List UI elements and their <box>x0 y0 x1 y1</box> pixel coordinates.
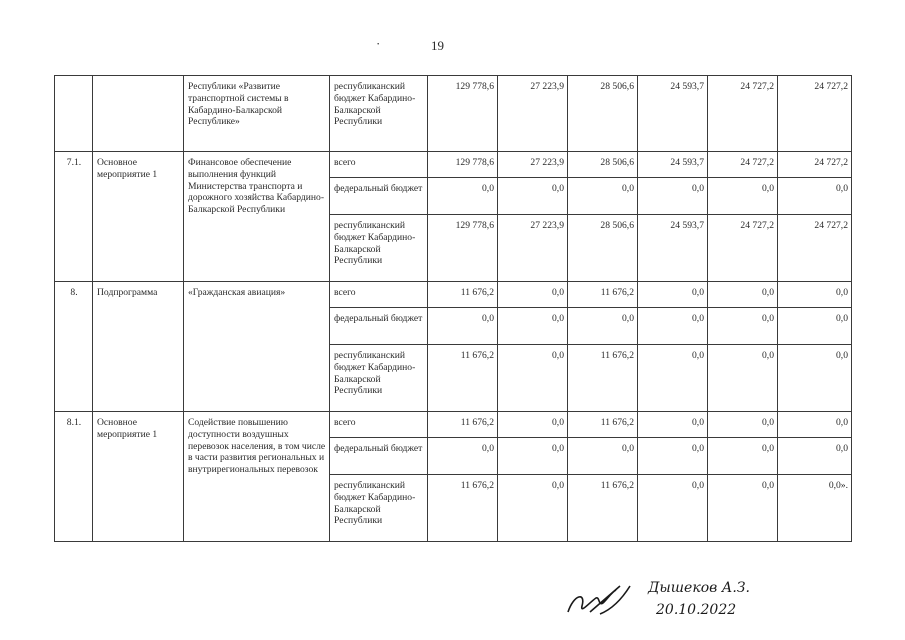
amount-cell: 0,0 <box>498 438 568 475</box>
amount-cell: 0,0 <box>498 475 568 542</box>
funding-source: федеральный бюджет <box>330 438 428 475</box>
amount-cell: 0,0 <box>428 308 498 345</box>
amount-cell: 24 727,2 <box>778 215 852 282</box>
funding-source: республиканский бюджет Кабардино-Балкарской Республики <box>330 76 428 152</box>
table-row <box>55 76 852 152</box>
amount-cell: 0,0 <box>428 178 498 215</box>
budget-table <box>54 75 852 542</box>
amount-cell: 129 778,6 <box>428 215 498 282</box>
amount-cell: 129 778,6 <box>428 152 498 178</box>
amount-cell: 0,0 <box>708 178 778 215</box>
amount-cell: 11 676,2 <box>568 475 638 542</box>
table-body <box>55 76 852 542</box>
amount-cell: 0,0 <box>778 308 852 345</box>
funding-source: федеральный бюджет <box>330 308 428 345</box>
funding-source: всего <box>330 152 428 178</box>
amount-cell: 28 506,6 <box>568 215 638 282</box>
table-row <box>55 282 852 308</box>
funding-source: республиканский бюджет Кабардино-Балкарской Республики <box>330 475 428 542</box>
row-code <box>55 76 93 152</box>
amount-cell: 0,0 <box>428 438 498 475</box>
amount-cell: 0,0 <box>778 282 852 308</box>
amount-cell: 24 593,7 <box>638 152 708 178</box>
amount-cell: 0,0 <box>568 308 638 345</box>
signature <box>560 572 800 624</box>
amount-cell: 11 676,2 <box>568 412 638 438</box>
amount-cell: 28 506,6 <box>568 152 638 178</box>
amount-cell: 11 676,2 <box>568 282 638 308</box>
amount-cell: 11 676,2 <box>428 282 498 308</box>
amount-cell: 24 727,2 <box>778 76 852 152</box>
amount-cell: 0,0 <box>638 178 708 215</box>
page-dot: · <box>376 36 381 51</box>
row-name: Финансовое обеспечение выполнения функций Министерства транспорта и дорожного хозяйства Кабардино-Балкарской Республики <box>184 152 330 282</box>
signature-name: Дышеков А.З. <box>648 580 750 596</box>
amount-cell: 0,0 <box>638 308 708 345</box>
amount-cell: 24 593,7 <box>638 215 708 282</box>
row-name: «Гражданская авиация» <box>184 282 330 412</box>
table-row <box>55 152 852 178</box>
amount-cell: 0,0 <box>498 308 568 345</box>
amount-cell: 0,0 <box>498 178 568 215</box>
row-status: Основное мероприятие 1 <box>93 412 184 542</box>
row-name: Республики «Развитие транспортной системы в Кабардино-Балкарской Республике» <box>184 76 330 152</box>
row-status: Основное мероприятие 1 <box>93 152 184 282</box>
amount-cell: 0,0 <box>638 412 708 438</box>
row-code: 8. <box>55 282 93 412</box>
amount-cell: 0,0 <box>778 438 852 475</box>
amount-cell: 11 676,2 <box>428 412 498 438</box>
amount-cell: 0,0 <box>708 345 778 412</box>
amount-cell: 0,0 <box>708 412 778 438</box>
funding-source: всего <box>330 282 428 308</box>
amount-cell: 0,0 <box>708 438 778 475</box>
amount-cell: 24 727,2 <box>778 152 852 178</box>
amount-cell: 0,0 <box>708 282 778 308</box>
amount-cell: 27 223,9 <box>498 76 568 152</box>
amount-cell: 0,0 <box>778 345 852 412</box>
amount-cell: 0,0 <box>568 178 638 215</box>
funding-source: республиканский бюджет Кабардино-Балкарской Республики <box>330 345 428 412</box>
amount-cell: 24 727,2 <box>708 215 778 282</box>
row-status: Подпрограмма <box>93 282 184 412</box>
table-row <box>55 412 852 438</box>
amount-cell: 0,0 <box>778 412 852 438</box>
amount-cell: 0,0 <box>778 178 852 215</box>
amount-cell: 27 223,9 <box>498 215 568 282</box>
signature-date: 20.10.2022 <box>656 602 737 618</box>
funding-source: всего <box>330 412 428 438</box>
amount-cell: 0,0 <box>638 282 708 308</box>
amount-cell: 24 593,7 <box>638 76 708 152</box>
amount-cell: 27 223,9 <box>498 152 568 178</box>
amount-cell: 129 778,6 <box>428 76 498 152</box>
amount-cell: 11 676,2 <box>428 475 498 542</box>
amount-cell: 11 676,2 <box>568 345 638 412</box>
amount-cell: 0,0». <box>778 475 852 542</box>
row-status <box>93 76 184 152</box>
amount-cell: 0,0 <box>568 438 638 475</box>
funding-source: федеральный бюджет <box>330 178 428 215</box>
amount-cell: 0,0 <box>498 345 568 412</box>
amount-cell: 11 676,2 <box>428 345 498 412</box>
amount-cell: 0,0 <box>638 345 708 412</box>
amount-cell: 0,0 <box>638 475 708 542</box>
row-name: Содействие повышению доступности воздушных перевозок населения, в том числе в части развития региональных и внутрирегиональных перевозок <box>184 412 330 542</box>
amount-cell: 24 727,2 <box>708 152 778 178</box>
amount-cell: 0,0 <box>498 412 568 438</box>
funding-source: республиканский бюджет Кабардино-Балкарской Республики <box>330 215 428 282</box>
amount-cell: 0,0 <box>708 308 778 345</box>
page-number: 19 <box>431 38 444 53</box>
amount-cell: 0,0 <box>498 282 568 308</box>
row-code: 7.1. <box>55 152 93 282</box>
amount-cell: 28 506,6 <box>568 76 638 152</box>
amount-cell: 0,0 <box>638 438 708 475</box>
amount-cell: 24 727,2 <box>708 76 778 152</box>
row-code: 8.1. <box>55 412 93 542</box>
amount-cell: 0,0 <box>708 475 778 542</box>
